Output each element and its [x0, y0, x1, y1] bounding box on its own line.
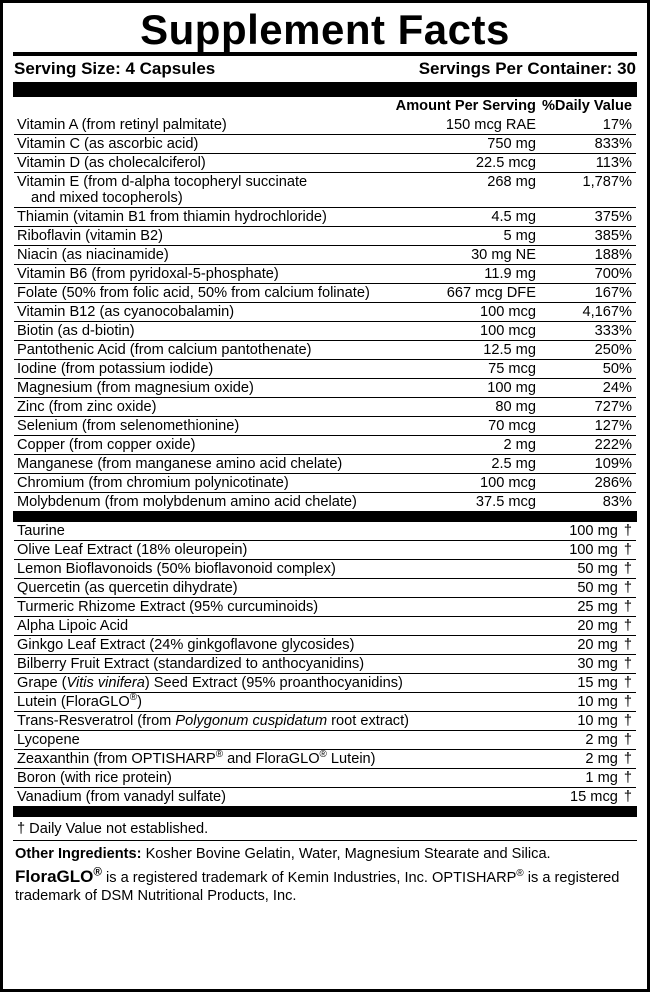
table-row: [14, 579, 636, 598]
nutrient-daily-value: †: [624, 636, 636, 655]
other-nutrient-table-wrap: [13, 522, 637, 806]
nutrient-name: Riboflavin (vitamin B2): [14, 227, 396, 246]
nutrient-daily-value: 109%: [542, 455, 636, 474]
nutrient-name: Lemon Bioflavonoids (50% bioflavonoid complex): [14, 560, 569, 579]
nutrient-amount: 22.5 mcg: [396, 154, 542, 173]
table-row: [14, 208, 636, 227]
table-row: [14, 788, 636, 807]
column-header-daily-value: %Daily Value: [541, 98, 632, 115]
nutrient-amount: 2 mg: [569, 750, 624, 769]
nutrient-name: Quercetin (as quercetin dihydrate): [14, 579, 569, 598]
other-ingredients-label: Other Ingredients:: [15, 846, 142, 863]
nutrient-daily-value: 1,787%: [542, 173, 636, 208]
table-row: [14, 116, 636, 135]
trademark-text-2: is a registered trademark of DSM Nutritional Products, Inc.: [15, 869, 620, 904]
nutrient-daily-value: 24%: [542, 379, 636, 398]
nutrient-name: Zinc (from zinc oxide): [14, 398, 396, 417]
nutrient-daily-value: 4,167%: [542, 303, 636, 322]
nutrient-amount: 750 mg: [396, 135, 542, 154]
table-row: [14, 455, 636, 474]
nutrient-amount: 268 mg: [396, 173, 542, 208]
nutrient-amount: 100 mcg: [396, 303, 542, 322]
nutrient-name: Molybdenum (from molybdenum amino acid chelate): [17, 494, 357, 511]
nutrient-daily-value: †: [624, 655, 636, 674]
nutrient-name: Folate (50% from folic acid, 50% from calcium folinate): [14, 284, 396, 303]
nutrient-name: Vitamin A (from retinyl palmitate): [14, 116, 396, 135]
daily-value-note: † Daily Value not established.: [17, 821, 209, 838]
table-row: [14, 360, 636, 379]
nutrient-daily-value: 50%: [542, 360, 636, 379]
nutrient-amount: 150 mcg RAE: [396, 116, 542, 135]
nutrient-daily-value: †: [624, 617, 636, 636]
nutrient-amount: 75 mcg: [396, 360, 542, 379]
nutrient-amount: 70 mcg: [396, 417, 542, 436]
nutrient-name: Vitamin B6 (from pyridoxal-5-phosphate): [14, 265, 396, 284]
table-row: [14, 154, 636, 173]
nutrient-daily-value: †: [623, 789, 632, 806]
table-row: [14, 731, 636, 750]
table-row: [14, 712, 636, 731]
nutrient-name: Olive Leaf Extract (18% oleuropein): [14, 541, 569, 560]
nutrient-amount: 2 mg: [396, 436, 542, 455]
nutrient-daily-value: †: [624, 674, 636, 693]
trademark-text-1: is a registered trademark of Kemin Industries, Inc. OPTISHARP: [101, 869, 517, 886]
nutrient-name: Biotin (as d-biotin): [14, 322, 396, 341]
column-header-name: [14, 97, 396, 116]
table-row: [14, 398, 636, 417]
nutrient-name: Iodine (from potassium iodide): [14, 360, 396, 379]
nutrient-daily-value: 375%: [542, 208, 636, 227]
nutrient-amount: 2.5 mg: [396, 455, 542, 474]
nutrient-name: Vitamin B12 (as cyanocobalamin): [14, 303, 396, 322]
nutrient-name: Vanadium (from vanadyl sulfate): [17, 789, 227, 806]
nutrient-name: Bilberry Fruit Extract (standardized to anthocyanidins): [14, 655, 569, 674]
nutrient-amount: 25 mg: [569, 598, 624, 617]
table-row: [14, 655, 636, 674]
nutrient-name-continued: and mixed tocopherols): [31, 190, 183, 207]
nutrient-name: Vitamin D (as cholecalciferol): [14, 154, 396, 173]
table-row: [14, 135, 636, 154]
table-row: [14, 750, 636, 769]
nutrient-daily-value: †: [624, 541, 636, 560]
table-row: [14, 769, 636, 788]
nutrient-amount: 15 mg: [569, 674, 624, 693]
table-row: [14, 322, 636, 341]
nutrient-amount: 30 mg NE: [396, 246, 542, 265]
nutrient-daily-value: 333%: [542, 322, 636, 341]
nutrient-amount: 12.5 mg: [396, 341, 542, 360]
nutrient-name: Chromium (from chromium polynicotinate): [14, 474, 396, 493]
nutrient-daily-value: †: [624, 750, 636, 769]
nutrient-name: Magnesium (from magnesium oxide): [14, 379, 396, 398]
nutrient-name: Thiamin (vitamin B1 from thiamin hydrochloride): [14, 208, 396, 227]
nutrient-amount: 10 mg: [569, 712, 624, 731]
nutrient-name: Boron (with rice protein): [14, 769, 569, 788]
trademark-line: FloraGLO® is a registered trademark of Kemin Industries, Inc. OPTISHARP® is a registered trademark of DSM Nutritional Products, Inc.: [15, 866, 620, 904]
nutrient-name: Lutein (FloraGLO®): [14, 693, 569, 712]
nutrient-name: Pantothenic Acid (from calcium pantothenate): [14, 341, 396, 360]
vitamins-rows: [14, 116, 636, 511]
nutrient-name: Vitamin E (from d-alpha tocopheryl succinate and mixed tocopherols): [14, 173, 396, 208]
nutrient-daily-value: 167%: [542, 284, 636, 303]
nutrient-name: Selenium (from selenomethionine): [14, 417, 396, 436]
nutrient-daily-value: 700%: [542, 265, 636, 284]
nutrient-daily-value: 250%: [542, 341, 636, 360]
nutrient-daily-value: †: [624, 522, 636, 541]
table-row: [14, 341, 636, 360]
nutrient-amount: 100 mg: [569, 541, 624, 560]
nutrient-daily-value: †: [624, 693, 636, 712]
others-table: [14, 522, 636, 806]
column-header-amount: Amount Per Serving: [395, 98, 536, 115]
table-row: [14, 522, 636, 541]
nutrient-daily-value: 17%: [542, 116, 636, 135]
table-row: [14, 636, 636, 655]
nutrient-amount: 100 mcg: [396, 474, 542, 493]
table-row: [14, 493, 636, 512]
page-title: Supplement Facts: [140, 6, 510, 53]
nutrient-daily-value: †: [624, 560, 636, 579]
table-row: [14, 417, 636, 436]
nutrient-amount: 100 mcg: [396, 322, 542, 341]
nutrient-amount: 100 mg: [396, 379, 542, 398]
nutrient-amount: 1 mg: [569, 769, 624, 788]
table-row: [14, 693, 636, 712]
other-ingredients-line: [15, 846, 635, 864]
nutrient-amount: 4.5 mg: [396, 208, 542, 227]
nutrient-name: Trans-Resveratrol (from Polygonum cuspidatum root extract): [14, 712, 569, 731]
nutrient-daily-value: 127%: [542, 417, 636, 436]
nutrient-daily-value: 222%: [542, 436, 636, 455]
table-row: [14, 617, 636, 636]
nutrient-amount: 50 mg: [569, 560, 624, 579]
nutrient-amount: 11.9 mg: [396, 265, 542, 284]
nutrient-amount: 2 mg: [569, 731, 624, 750]
table-row: [14, 674, 636, 693]
serving-info-row: [13, 56, 637, 82]
nutrient-daily-value: 286%: [542, 474, 636, 493]
nutrient-daily-value: †: [624, 731, 636, 750]
nutrient-name: Alpha Lipoic Acid: [14, 617, 569, 636]
nutrient-daily-value: †: [624, 579, 636, 598]
nutrient-daily-value: 385%: [542, 227, 636, 246]
vitamins-table: [14, 97, 636, 511]
nutrient-amount: 10 mg: [569, 693, 624, 712]
nutrient-name: Grape (Vitis vinifera) Seed Extract (95% proanthocyanidins): [14, 674, 569, 693]
nutrient-name: Vitamin C (as ascorbic acid): [14, 135, 396, 154]
nutrient-amount: 20 mg: [569, 636, 624, 655]
nutrient-name: Copper (from copper oxide): [14, 436, 396, 455]
others-rows: [14, 522, 636, 806]
nutrient-daily-value: 83%: [602, 494, 632, 511]
divider-heavy-middle: [13, 511, 637, 522]
nutrient-name: Ginkgo Leaf Extract (24% ginkgoflavone glycosides): [14, 636, 569, 655]
other-ingredients-text: Kosher Bovine Gelatin, Water, Magnesium Stearate and Silica.: [145, 846, 551, 863]
brand-floraglo: FloraGLO®: [15, 866, 102, 886]
nutrient-amount: 37.5 mcg: [475, 494, 536, 511]
footer-notes: [13, 841, 637, 905]
table-row: [14, 474, 636, 493]
table-row: [14, 560, 636, 579]
table-row: [14, 284, 636, 303]
nutrient-name: Manganese (from manganese amino acid chelate): [14, 455, 396, 474]
nutrient-amount: 50 mg: [569, 579, 624, 598]
nutrient-amount: 30 mg: [569, 655, 624, 674]
table-row: [14, 436, 636, 455]
nutrient-name: Turmeric Rhizome Extract (95% curcuminoids): [14, 598, 569, 617]
table-row: [14, 598, 636, 617]
nutrient-daily-value: 188%: [542, 246, 636, 265]
nutrient-amount: 20 mg: [569, 617, 624, 636]
nutrient-name: Lycopene: [14, 731, 569, 750]
nutrient-daily-value: †: [624, 769, 636, 788]
nutrient-daily-value: †: [624, 598, 636, 617]
nutrient-name: Zeaxanthin (from OPTISHARP® and FloraGLO® Lutein): [14, 750, 569, 769]
nutrient-name: Taurine: [14, 522, 569, 541]
nutrient-daily-value: 727%: [542, 398, 636, 417]
table-row: [14, 246, 636, 265]
table-row: [14, 227, 636, 246]
nutrient-table-wrap: [13, 97, 637, 511]
nutrient-amount: 667 mcg DFE: [396, 284, 542, 303]
nutrient-name: Niacin (as niacinamide): [14, 246, 396, 265]
servings-per-container: Servings Per Container: 30: [418, 59, 636, 79]
nutrient-amount: 100 mg: [569, 522, 624, 541]
table-row: [14, 265, 636, 284]
nutrient-amount: 15 mcg: [570, 789, 618, 806]
nutrient-daily-value: †: [624, 712, 636, 731]
divider-heavy-top: [13, 82, 637, 97]
table-row: [14, 173, 636, 208]
table-row: [14, 541, 636, 560]
divider-heavy-bottom: [13, 806, 637, 817]
nutrient-daily-value: 833%: [542, 135, 636, 154]
nutrient-daily-value: 113%: [542, 154, 636, 173]
serving-size: Serving Size: 4 Capsules: [14, 59, 216, 79]
table-header-row: [14, 97, 636, 116]
table-row: [14, 379, 636, 398]
nutrient-amount: 5 mg: [396, 227, 542, 246]
table-row: [14, 303, 636, 322]
nutrient-amount: 80 mg: [396, 398, 542, 417]
